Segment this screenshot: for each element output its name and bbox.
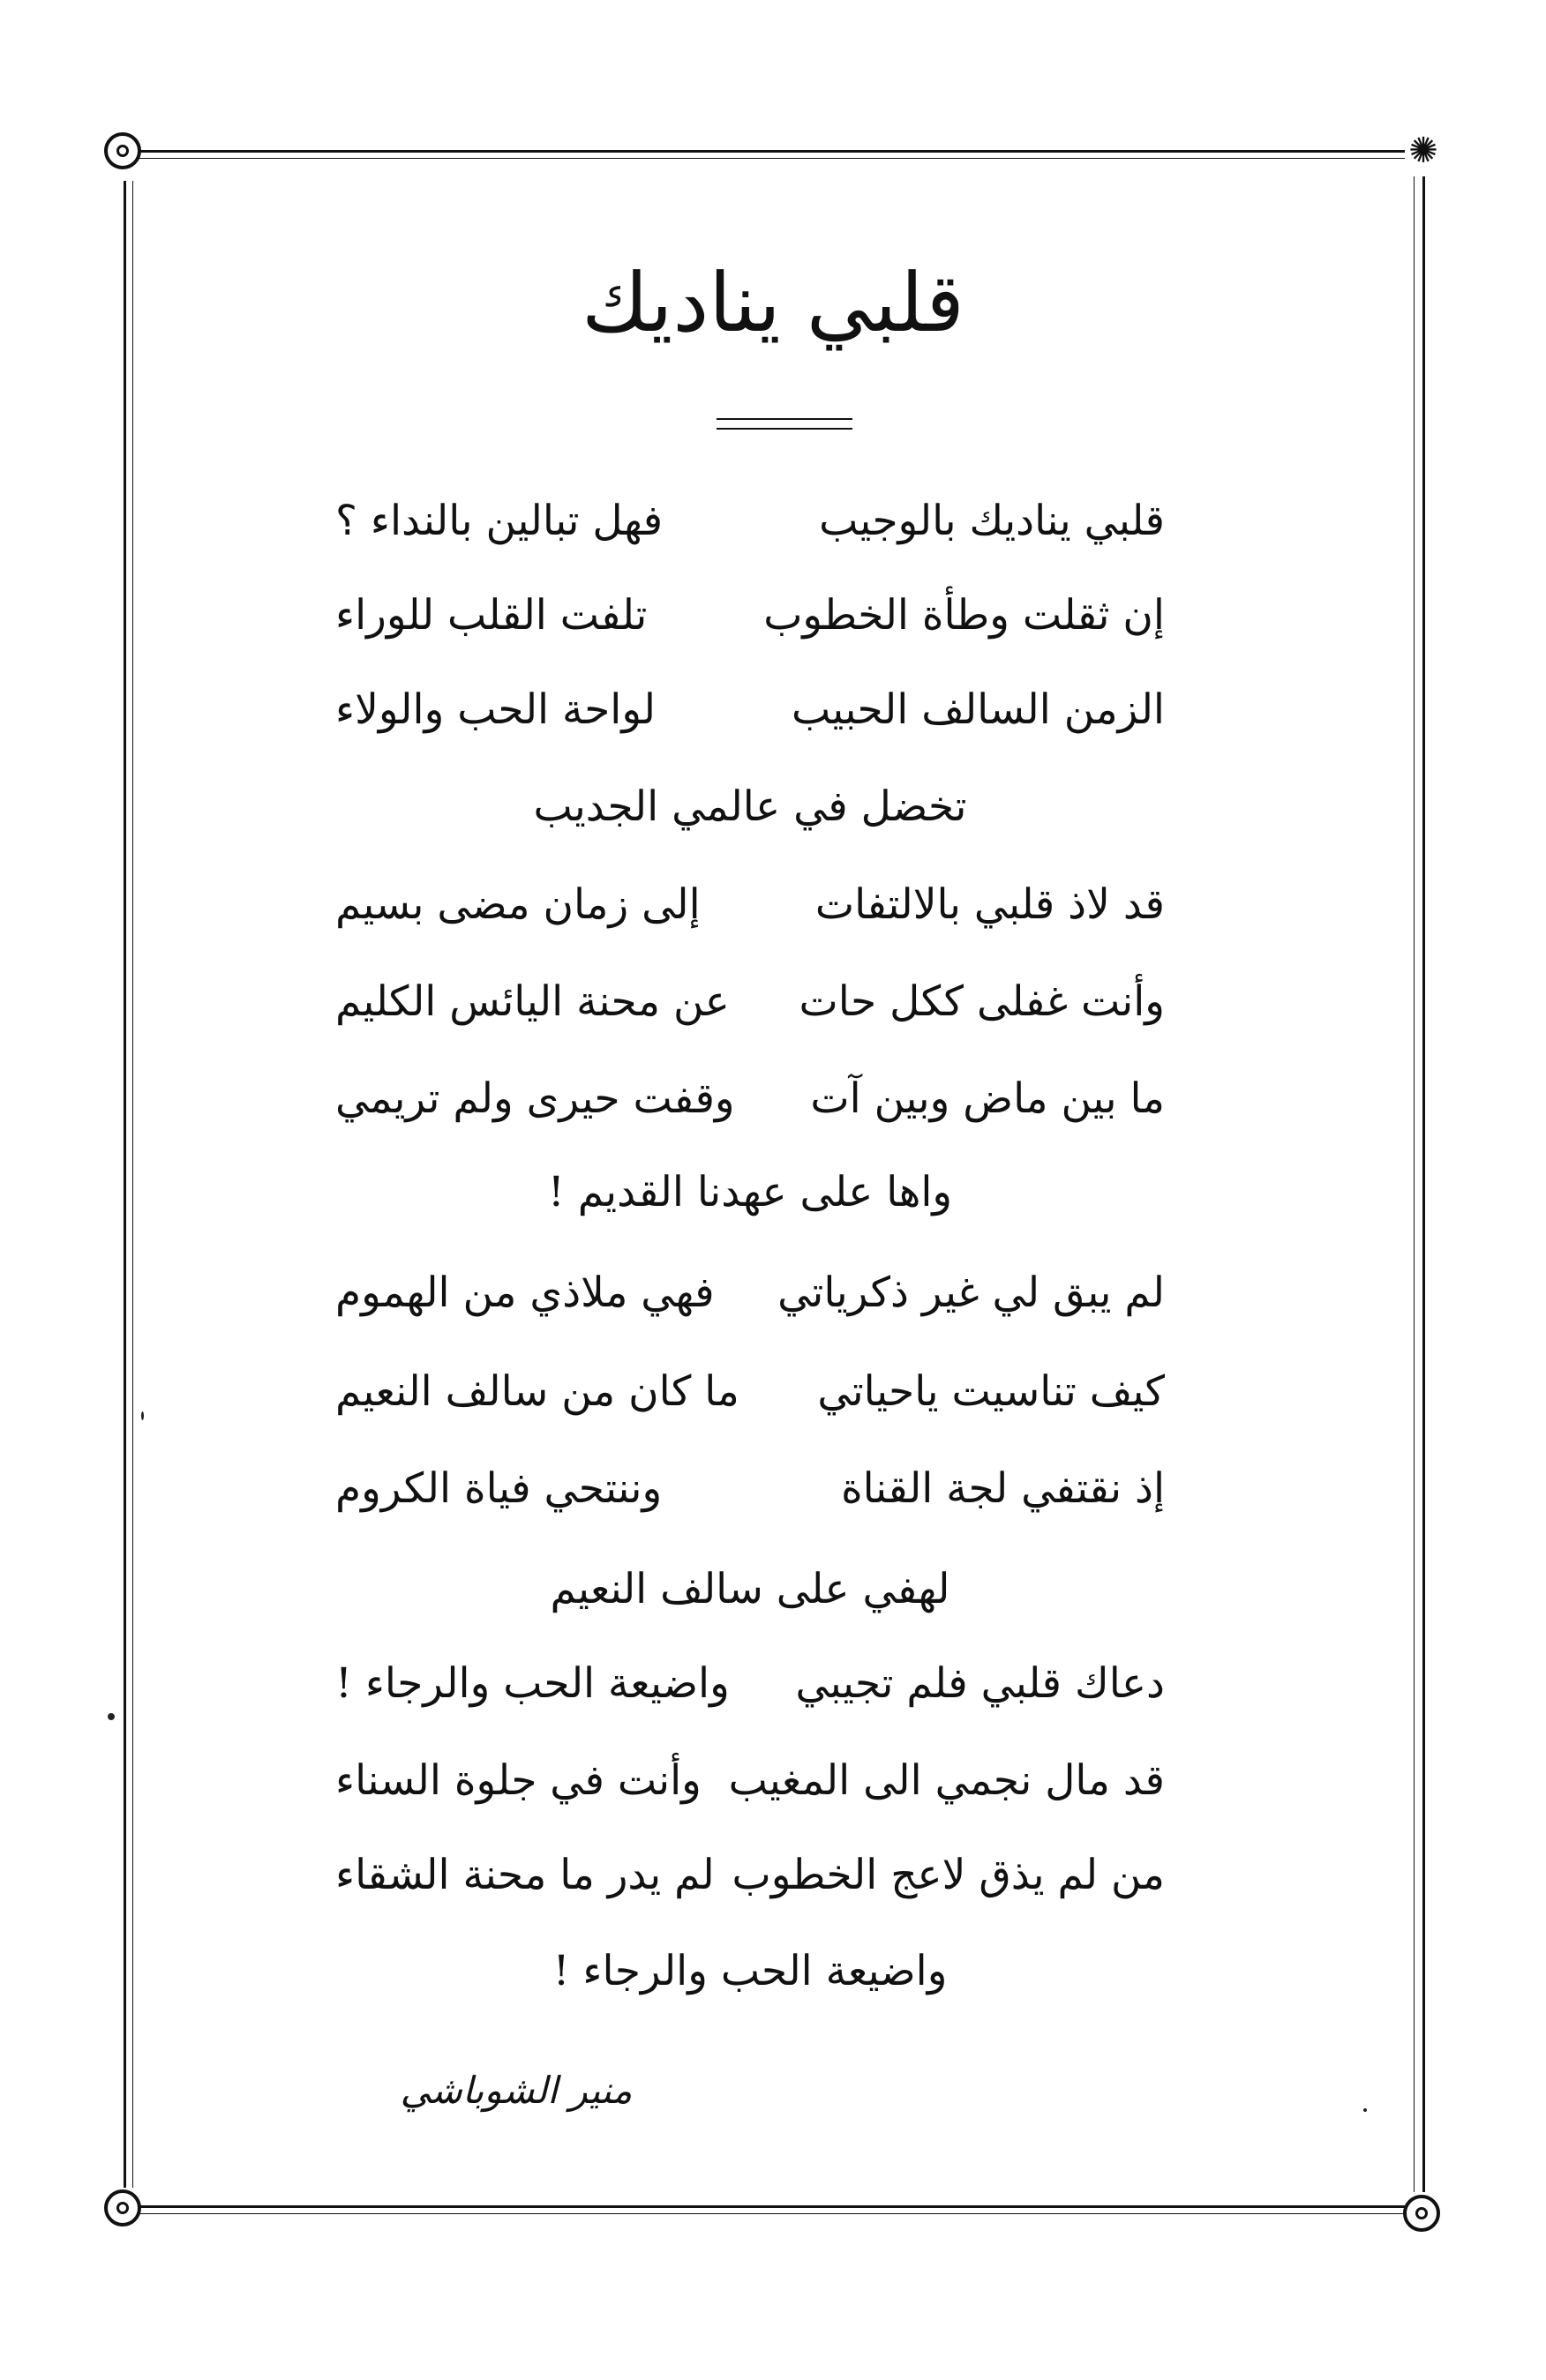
verse-first-hemistich: إن ثقلت وطأة الخطوب: [763, 590, 1165, 640]
verse-line: [335, 1453, 1165, 1523]
frame-top-border-inner: [132, 158, 1425, 159]
frame-bottom-border-inner: [132, 2213, 1425, 2214]
verse-line: [335, 485, 1165, 556]
verse-line: [335, 1063, 1165, 1134]
verse-second-hemistich: ما كان من سالف النعيم: [335, 1366, 739, 1416]
verse-line: [335, 1257, 1165, 1328]
title-rule-top: [717, 418, 852, 420]
verse-second-hemistich: إلى زمان مضى بسيم: [335, 879, 701, 929]
stanza-refrain: لهفي على سالف النعيم: [550, 1565, 950, 1613]
corner-star-ornament-top-right: ✺: [1405, 132, 1442, 169]
verse-line: [335, 966, 1165, 1037]
frame-left-border: [124, 181, 126, 2188]
verse-first-hemistich: الزمن السالف الحبيب: [792, 685, 1165, 734]
verse-line: [335, 580, 1165, 650]
verse-first-hemistich: قد مال نجمي الى المغيب: [728, 1755, 1165, 1805]
verse-line: [335, 674, 1165, 745]
corner-ornament-bottom-right: [1403, 2195, 1440, 2232]
verse-line: [335, 1648, 1165, 1718]
verse-second-hemistich: واضيعة الحب والرجاء !: [335, 1658, 730, 1708]
verse-first-hemistich: إذ نقتفي لجة القناة: [841, 1463, 1165, 1513]
verse-second-hemistich: وننتحي فياة الكروم: [335, 1463, 663, 1513]
verse-first-hemistich: قلبي يناديك بالوجيب: [819, 496, 1165, 545]
frame-left-border-inner: [132, 181, 133, 2188]
verse-first-hemistich: قد لاذ قلبي بالالتفات: [814, 879, 1165, 929]
frame-right-border: [1422, 176, 1425, 2192]
verse-first-hemistich: من لم يذق لاعج الخطوب: [732, 1850, 1165, 1899]
verse-second-hemistich: وأنت في جلوة السناء: [335, 1755, 702, 1805]
verse-first-hemistich: كيف تناسيت ياحياتي: [817, 1366, 1165, 1416]
verse-second-hemistich: وقفت حيرى ولم تريمي: [335, 1074, 735, 1123]
frame-bottom-border: [132, 2205, 1425, 2208]
verse-first-hemistich: دعاك قلبي فلم تجيبي: [795, 1658, 1165, 1708]
title-rule-bottom: [717, 428, 852, 430]
print-speck: [108, 1713, 115, 1720]
verse-line: [335, 869, 1165, 939]
verse-second-hemistich: لواحة الحب والولاء: [335, 685, 656, 734]
stanza-refrain: تخضل في عالمي الجديب: [533, 782, 967, 831]
verse-first-hemistich: وأنت غفلى ككل حات: [799, 977, 1165, 1026]
verse-second-hemistich: فهل تبالين بالنداء ؟: [335, 496, 664, 545]
verse-first-hemistich: لم يبق لي غير ذكرياتي: [777, 1268, 1165, 1317]
verse-line: [335, 1745, 1165, 1815]
verse-line: [335, 1356, 1165, 1426]
stanza-refrain: واضيعة الحب والرجاء !: [552, 1947, 948, 1995]
corner-ornament-bottom-left: [104, 2189, 141, 2227]
frame-right-border-inner: [1414, 176, 1415, 2192]
corner-ornament-top-left: [104, 132, 141, 169]
author-signature: منير الشوباشي: [400, 2069, 633, 2112]
verse-line: [335, 1839, 1165, 1910]
verse-second-hemistich: عن محنة اليائس الكليم: [335, 977, 730, 1026]
print-speck: [1363, 2108, 1367, 2112]
verse-second-hemistich: تلفت القلب للوراء: [335, 590, 648, 640]
stanza-refrain: واها على عهدنا القديم !: [547, 1168, 953, 1216]
print-speck: [141, 1411, 144, 1420]
verse-second-hemistich: لم يدر ما محنة الشقاء: [335, 1850, 715, 1899]
poem-title: قلبي يناديك: [582, 256, 964, 350]
frame-top-border: [132, 150, 1425, 153]
verse-first-hemistich: ما بين ماض وبين آت: [810, 1074, 1165, 1123]
verse-second-hemistich: فهي ملاذي من الهموم: [335, 1268, 715, 1317]
